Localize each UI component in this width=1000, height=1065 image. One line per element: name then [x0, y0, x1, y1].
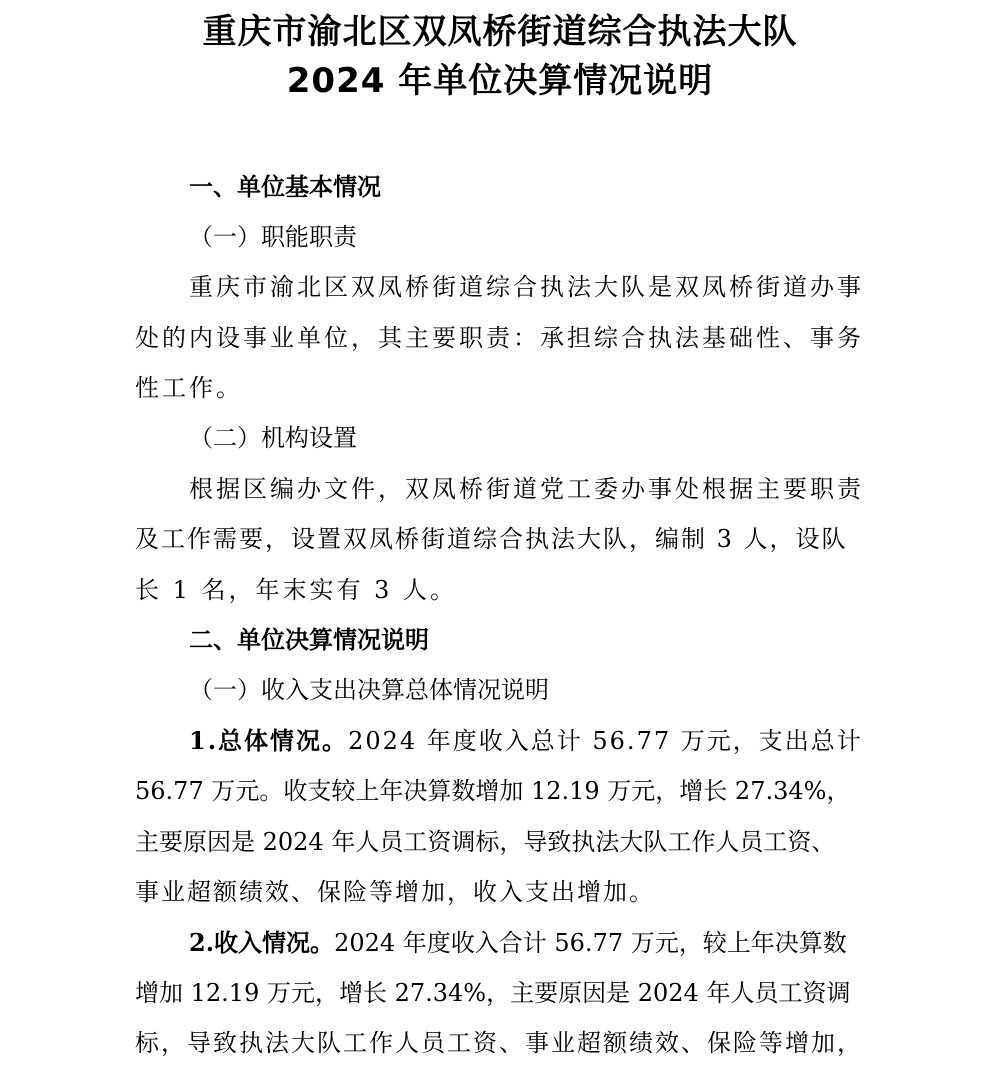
paragraph-line: 重庆市渝北区双凤桥街道综合执法大队是双凤桥街道办事: [189, 273, 864, 301]
paragraph-line: 标，导致执法大队工作人员工资、事业超额绩效、保险等增加，: [135, 1029, 863, 1057]
section1-sub2-heading: （二）机构设置: [189, 424, 357, 452]
item1-label: 1.总体情况。: [189, 726, 349, 755]
item2-first-line: [189, 928, 929, 958]
item2-label: 2.收入情况。: [189, 928, 335, 957]
item1-first-text: 2024 年度收入总计 56.77 万元，支出总计: [348, 727, 863, 755]
paragraph-line: 事业超额绩效、保险等增加，收入支出增加。: [135, 878, 655, 906]
paragraph-line: 及工作需要，设置双凤桥街道综合执法大队，编制 3 人，设队: [135, 525, 848, 553]
paragraph-line: 性工作。: [135, 374, 243, 402]
item1-first-line: [189, 726, 929, 756]
section2-sub1-heading: （一）收入支出决算总体情况说明: [189, 676, 549, 704]
paragraph-line: 处的内设事业单位，其主要职责：承担综合执法基础性、事务: [135, 324, 864, 352]
section1-sub1-heading: （一）职能职责: [189, 223, 357, 251]
paragraph-line: 根据区编办文件，双凤桥街道党工委办事处根据主要职责: [189, 475, 864, 503]
section1-heading: 一、单位基本情况: [189, 173, 381, 201]
paragraph-line: 长 1 名，年末实有 3 人。: [135, 576, 458, 604]
document-title-line1: 重庆市渝北区双凤桥街道综合执法大队: [202, 12, 798, 52]
section2-heading: 二、单位决算情况说明: [189, 626, 429, 654]
paragraph-line: 主要原因是 2024 年人员工资调标，导致执法大队工作人员工资、: [135, 828, 836, 856]
item2-first-text: 2024 年度收入合计 56.77 万元，较上年决算数: [334, 929, 847, 957]
paragraph-line: 增加 12.19 万元，增长 27.34%，主要原因是 2024 年人员工资调: [135, 979, 851, 1007]
document-title-line2: 2024 年单位决算情况说明: [286, 61, 714, 101]
paragraph-line: 56.77 万元。收支较上年决算数增加 12.19 万元，增长 27.34%，: [135, 777, 851, 805]
